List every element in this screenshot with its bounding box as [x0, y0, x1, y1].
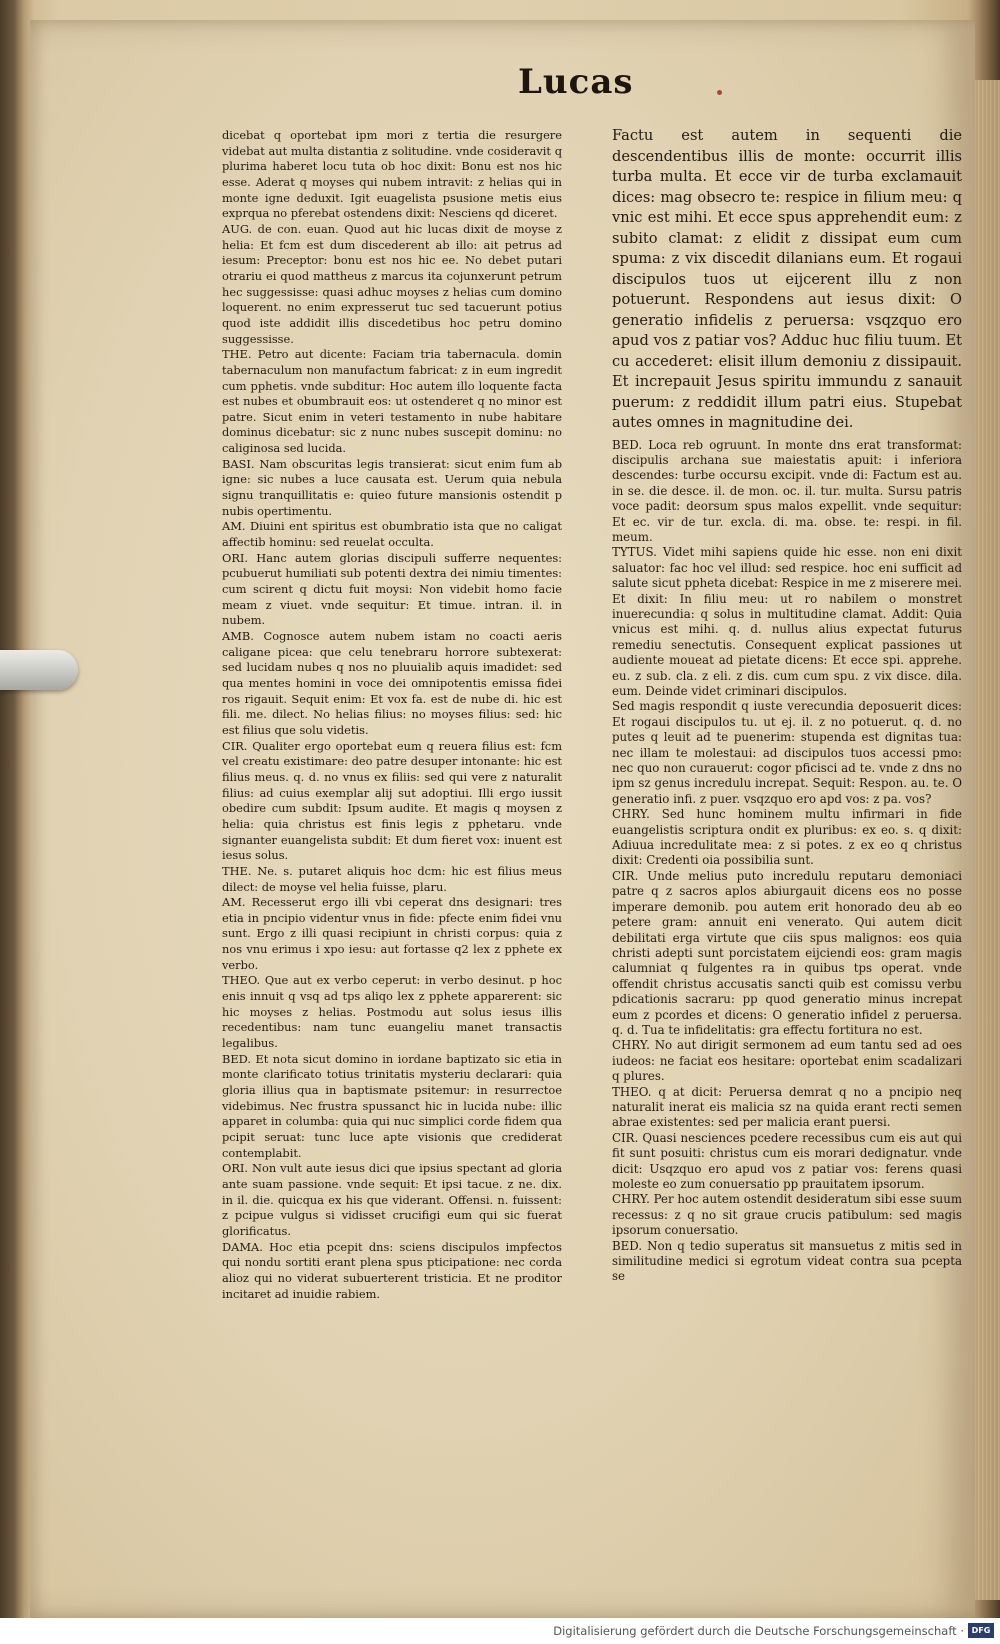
commentary-paragraph: AUG. de con. euan. Quod aut hic lucas dixit de moyse z helia: Et fcm est dum discederent ab illo: ait petrus ad iesum: Preceptor: bonu est nos hic ee. No debet putari otrariu ei quod mattheus z marcus ita cojunxerunt petrum hec suggessisse: quasi adhuc moyses z helias cum domino loquerent. no enim expresserut tuc sed tacuerunt potius quod iste addidit illis discedetibus hoc petru domino suggessisse. [222, 221, 562, 346]
right-column [612, 126, 962, 1285]
commentary-paragraph: BASI. Nam obscuritas legis transierat: sicut enim fum ab igne: sic nubes a luce causata est. Uerum quia nebula signu tranquillitatis e: quieo future mansionis ostendit p nubis opertimentu. [222, 456, 562, 518]
commentary-paragraph: dicebat q oportebat ipm mori z tertia die resurgere videbat aut multa distantia z solitudine. vnde cosideravit q plurima haberet locu tuta ob hoc dixit: Bonu est nos hic esse. Aderat q moyses qui nubem intravit: z helias qui in monte igne deduxit. Igit euagelista psusione metis eius exprqua no pferebat ostendens dixit: Nesciens qd diceret. [222, 128, 562, 221]
commentary-paragraph: CHRY. Sed hunc hominem multu infirmari in fide euangelistis scriptura ondit ex pluribus: ex eo. s. q dixit: Adiuua incredulitate mea: z si potes. z ex eo q christus dixit: Credenti oia possibilia sunt. [612, 807, 962, 868]
commentary-paragraph: AMB. Cognosce autem nubem istam no coacti aeris caligane picea: que celu tenebraru horrore subtexerat: sed lucidam nubes q nos no pluuialib aquis imadidet: sed qua mentes homini in voce dei omnipotentis emissa fidei ros rigauit. Sequit enim: Et vox fa. est de nube di. hic est fili. me. dilect. No helias filius: no moyses filius: sed: hic est filius que solu videtis. [222, 629, 562, 737]
commentary-paragraph: AM. Diuini ent spiritus est obumbratio ista que no caligat affectib hominu: sed reuelat occulta. [222, 519, 562, 550]
commentary-paragraph: ORI. Hanc autem glorias discipuli sufferre nequentes: pcubuerut humiliati sub potenti dextra dei nimiu timentes: cum scirent q dictu fuit moysi: Non videbit homo facie meam z viuet. vnde sequitur: Et timue. intran. il. in nubem. [222, 550, 562, 628]
commentary-paragraph: DAMA. Hoc etia pcepit dns: sciens discipulos impfectos qui nondu sortiti erant plena spus pticipatione: nec corda alioz qui no viderat subuerterent tristicia. Et ne proditor incitaret ad inuidie rabiem. [222, 1239, 562, 1301]
commentary-paragraph: BED. Loca reb ogruunt. In monte dns erat transformat: discipulis archana sue maiestatis apuit: i inferiora descendes: turbe occursu excipit. vnde di: Factum est au. in se. die desce. il. de mon. oc. il. tur. multa. Sursu patris voce padit: deorsum spus malos expellit. vnde sequitur: Et ec. vir de tur. excla. di. ma. obse. te: respi. in fil. meum. [612, 437, 962, 544]
gospel-text: Factu est autem in sequenti die descendentibus illis de monte: occurrit illis turba multa. Et ecce vir de turba exclamauit dices: mag obsecro te: respice in filium meu: q vnic est mihi. Et ecce spus apprehendit eum: z subito clamat: z elidit z dissipat eum cum spuma: z vix discedit dilanians eum. Et rogaui discipulos tuos ut eijcerent illu z non potuerunt. Respondens aut iesus dixit: O generatio infidelis z peruersa: vsqzquo ero apud vos z patiar vos? Adduc huc filiu tuum. Et cu accederet: elisit illum demoniu z dissipauit. Et increpauit Jesus spiritu immundu z sanauit puerum: z reddidit illum patri eius. Stupebat autes omnes in magnitudine dei. [612, 127, 962, 431]
footer-bar [0, 1618, 1000, 1644]
commentary-paragraph: Sed magis respondit q iuste verecundia deposuerit dices: Et rogaui discipulos tu. ut ej. il. z no potuerut. q. d. no putes q leuit ad te puenerim: stupenda est dignitas tua: nec illam te molestaui: ad discipulos tuos accessi pmo: nec quo non curauerut: cogor pficisci ad te. vnde z dns no ipm sz genus incredulu increpat. Sequit: Respon. au. te. O generatio infi. z puer. vsqzquo ero apd vos: z pa. vos? [612, 699, 962, 806]
commentary-paragraph: THE. Ne. s. putaret aliquis hoc dcm: hic est filius meus dilect: de moyse vel helia fuisse, plaru. [222, 863, 562, 894]
fore-edge [975, 80, 1000, 1600]
commentary-paragraph: CIR. Quasi nesciences pcedere recessibus cum eis aut qui fit sunt posuiti: christus cum eis morari dedignatur. vnde dicit: Usqzquo ero apud vos z patiar vos: ferens quasi moleste eo zum conuersatio pp prauitatem ipsorum. [612, 1130, 962, 1191]
commentary-paragraph: CHRY. No aut dirigit sermonem ad eum tantu sed ad oes iudeos: ne faciat eos hesitare: oportebat enim scadalizari q plures. [612, 1038, 962, 1084]
footer-credit: Digitalisierung gefördert durch die Deutsche Forschungsgemeinschaft · [553, 1624, 964, 1638]
commentary-paragraph: CIR. Unde melius puto incredulu reputaru demoniaci patre q z sacros aplos abiurgauit dicens eos no posse imperare demonib. pou autem erit honorado deu ab eo petere gram: annuit eni venerato. Qui autem dicit debilitati erga virtute que ciis spus malignos: eos quia christi adepti sunt porcistatem eijciendi eos: gram magis calumniat q fulgentes ra in quibus tps operat. vnde offendit christus accusatis sancti quib est comissu verbu pdicationis sacraru: pp quod generatio minus increpat eum z pcordes et dicens: O generatio infidel z peruersa. q. d. Tua te infidelitatis: gra effectu fortitura no est. [612, 868, 962, 1037]
running-head: Lucas [518, 62, 634, 102]
commentary-paragraph: THE. Petro aut dicente: Faciam tria tabernacula. domin tabernaculum non manufactum fabricat: z in eum ingredit cum pphetis. vnde subditur: Hoc autem illo loquente facta est nubes et obumbrauit eos: ut ostenderet q no minor est patre. Sicut enim in veteri testamento in nube habitare dominus dicebatur: sic z nunc nubes suscepit dominu: no caliginosa sed lucida. [222, 347, 562, 456]
commentary-left-column [222, 128, 562, 1302]
commentary-paragraph: TYTUS. Videt mihi sapiens quide hic esse. non eni dixit saluator: fac hoc vel illud: sed respice. hoc eni sufficit ad salute sicut ppheta dicebat: Respice in me z miserere mei. Et dixit: In filiu meu: ut ro nabilem o monstret inuerecundia: q solus in multitudine clamat. Addit: Quia vnicus est mihi. q. d. nullus alius expectat futurus remediu senectutis. Consequent explicat passiones ut audiente moueat ad pietate dicens: Et ecce spi. apprehe. eu. z sub. cla. z eli. z dis. cum cum spu. z vix disce. dila. eum. Deinde videt criminari discipulos. [612, 545, 962, 698]
dfg-logo: DFG [968, 1623, 994, 1638]
commentary-paragraph: ORI. Non vult aute iesus dici que ipsius spectant ad gloria ante suam passione. vnde sequit: Et ipsi tacue. z ne. dix. in il. die. quicqua ex his que viderant. Offensi. n. fuissent: z pcipue vulgus si vidisset crucifigi eum qui sic fuerat glorificatus. [222, 1161, 562, 1238]
commentary-right-column [612, 438, 962, 1285]
commentary-paragraph: CHRY. Per hoc autem ostendit desideratum sibi esse suum recessus: z q no sit graue crucis patibulum: sed magis ipsorum conuersatio. [612, 1192, 963, 1238]
commentary-paragraph: BED. Non q tedio superatus sit mansuetus z mitis sed in similitudine medici si egrotum videat contra sua pcepta se [612, 1238, 962, 1284]
commentary-paragraph: CIR. Qualiter ergo oportebat eum q reuera filius est: fcm vel creatu existimare: deo patre desuper intonante: hic est filius meus. q. d. no vnus ex filiis: sed qui vere z naturalit filius: ad cuius exemplar alij sut adoptiui. Illi ergo iussit obedire cum subdit: Ipsum audite. Et magis q moysen z helia: quia christus est finis legis z pphetaru. vnde signanter euangelista subdit: Et dum fieret vox: inuent est iesus solus. [222, 738, 562, 863]
commentary-paragraph: AM. Recesserut ergo illi vbi ceperat dns designari: tres etia in pncipio videntur vnus in fide: pfecte enim fidei vnu sunt. Ergo z illi quasi recipiunt in christi corpus: quia z nos vnu erimus i xpo iesu: aut fortasse q2 lex z pphete ex verbo. [222, 895, 562, 972]
commentary-paragraph: THEO. Que aut ex verbo ceperut: in verbo desinut. p hoc enis innuit q vsq ad tps aliqo lex z pphete apparerent: sic hic moyses z helias. Postmodu aut solus iesus illis recedentibus: nam tunc euangeliu manet transactis legalibus. [222, 973, 562, 1051]
book-clasp [0, 650, 78, 690]
rubric-mark [717, 90, 722, 95]
commentary-paragraph: THEO. q at dicit: Peruersa demrat q no a pncipio neq naturalit inerat eis malicia sz na quida erant recti semen abrae existentes: sed per malicia erant puersi. [612, 1084, 962, 1130]
commentary-paragraph: BED. Et nota sicut domino in iordane baptizato sic etia in monte clarificato totius trinitatis mysteriu declarari: quia gloria illius qua in baptismate psitemur: in resurrectoe videbimus. Nec frustra spussanct hic in lucida nube: illic apparet in columba: quia qui nuc simplici corde fidem qua pcipit seruat: tunc luce apte visionis que crediderat contemplabit. [222, 1051, 562, 1160]
